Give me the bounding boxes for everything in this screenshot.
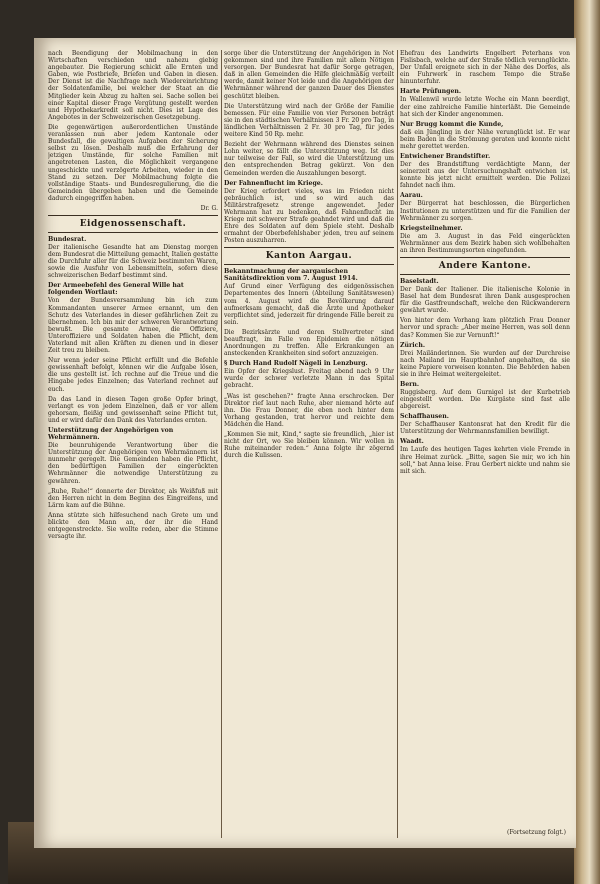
article-text: Auf Grund einer Verfügung des eidgenössischen Departementes des Innern (Abteilung Sanitätswesen) vom 4. August wird die Bevölkerung darauf aufmerksam gemacht, daß die Ärzte und Apotheker verpflichtet sind, jederzeit für dringende Fälle bereit zu sein.: [224, 283, 394, 326]
article-text: Bezieht der Wehrmann während des Dienstes seinen Lohn weiter, so fällt die Unterstützung weg. Ist dies nur teilweise der Fall, so wird die Unterstützung um den entsprechenden Betrag gekürzt. Von den Gemeinden werden die Auszahlungen besorgt.: [224, 141, 394, 177]
article-text: Anna stützte sich hilfesuchend nach Grete um und blickte den Mann an, der ihr die Hand entgegenstreckte. Sie wollte reden, aber die Stimme versagte ihr.: [48, 511, 218, 541]
article-subheading: Kriegsteilnehmer.: [400, 224, 463, 232]
article-text: Drei Mailänderinnen. Sie wurden auf der Durchreise nach Mailand im Hauptbahnhof angehalten, da sie keine Papiere vorweisen konnten. Die Behörden haben sie in ihre Heimat weitergeleitet.: [400, 349, 570, 378]
article-text: Der Krieg erfordert vieles, was im Frieden nicht gebräuchlich ist, und so wird auch das Militärstrafgesetz strenge angewendet. Jeder Wehrmann hat zu bedenken, daß Fahnenflucht im Kriege mit schwerer Strafe geahndet wird und daß die Ehre des Soldaten auf dem Spiele steht. Deshalb ermahnt der Oberbefehlshaber jeden, treu auf seinem Posten auszuharren.: [224, 187, 394, 245]
article-text: Der des Brandstiftung verdächtigte Mann, der seinerzeit aus der Untersuchungshaft entwichen ist, konnte bis jetzt nicht ermittelt werden. Die Polizei fahndet nach ihm.: [400, 161, 570, 190]
article-text: sorge über die Unterstützung der Angehörigen in Not gekommen sind und ihre Familien mit allem Nötigen versorgen. Der Bundesrat hat dafür Sorge getragen, daß in allen Gemeinden die Hilfe gleichmäßig verteilt werde, damit keiner Not leide und die Angehörigen der Wehrmänner während der ganzen Dauer des Dienstes geschützt bleiben.: [224, 50, 394, 100]
article-text: Ehefrau des Landwirts Engelbert Peterhans von Fislisbach, welche auf der Straße tödlich verunglückte. Der Unfall ereignete sich in der Nähe des Dorfes, als ein Fuhrwerk in raschem Tempo die Straße hinunterfuhr.: [400, 50, 570, 86]
article-text: Der Dank der Italiener. Die italienische Kolonie in Basel hat dem Bundesrat ihren Dank ausgesprochen für die Gastfreundschaft, welche den Rückwanderern gewährt wurde.: [400, 285, 570, 315]
article-subheading: Bekanntmachung der aargauischen Sanitätsdirektion vom 7. August 1914.: [224, 268, 358, 283]
article-text: Ruggisberg. Auf dem Gurnigel ist der Kurbetrieb eingestellt worden. Die Kurgäste sind fast alle abgereist.: [400, 389, 570, 411]
article-text: daß ein Jüngling in der Nähe verunglückt ist. Er war beim Baden in die Strömung geraten und konnte nicht mehr gerettet werden.: [400, 128, 570, 150]
article-text: Die am 3. August in das Feld eingerückten Wehrmänner aus dem Bezirk haben sich wohlbehalten an ihren Bestimmungsorten eingefunden.: [400, 232, 570, 254]
article-subheading: Bern.: [400, 381, 420, 388]
article-text: Der Bürgerrat hat beschlossen, die Bürgerlichen Institutionen zu unterstützen und für die Familien der Wehrmänner zu sorgen.: [400, 200, 570, 222]
column-3: [400, 50, 570, 838]
section-rule: [48, 232, 218, 233]
article-text: Nur wenn jeder seine Pflicht erfüllt und die Befehle gewissenhaft befolgt, können wir die Aufgabe lösen, die uns gestellt ist. Ich rechne auf die Treue und die Hingabe jedes Einzelnen; das Vaterland rechnet auf euch.: [48, 357, 218, 393]
section-rule: [400, 274, 570, 275]
section-rule: [224, 264, 394, 265]
article-text: Die beunruhigende Verantwortung über die Unterstützung der Angehörigen von Wehrmännern ist nunmehr geregelt. Die Gemeinden haben die Pflicht, den bedürftigen Familien der eingerückten Wehrmänner die notwendige Unterstützung zu gewähren.: [48, 442, 218, 485]
section-heading: Andere Kantone.: [438, 260, 532, 271]
section-rule: [224, 247, 394, 248]
article-text: Von hinter dem Vorhang kam plötzlich Frau Donner hervor und sprach: „Aber meine Herren, was soll denn das? Kommen Sie zur Vernunft!“: [400, 317, 570, 339]
column-rule: [221, 50, 222, 838]
column-rule: [397, 50, 398, 838]
section-heading: Eidgenossenschaft.: [79, 218, 187, 229]
article-text: Von der Bundesversammlung bin ich zum Kommandanten unserer Armee ernannt, um den Schutz des Vaterlandes in dieser gefährlichen Zeit zu übernehmen. Ich bin mir der schweren Verantwortung bewußt. Die gesamte Armee, die Offiziere, Unteroffiziere und Soldaten haben die Pflicht, dem Vaterland mit allen Kräften zu dienen und in dieser Zeit treu zu bleiben.: [48, 297, 218, 355]
article-text: In Wallenwil wurde letzte Woche ein Mann beerdigt, der eine zahlreiche Familie hinterläßt. Die Gemeinde hat sich der Kinder angenommen.: [400, 96, 570, 118]
section-rule: [400, 257, 570, 258]
article-subheading: Baselstadt.: [400, 277, 439, 285]
column-1: [48, 50, 218, 838]
article-text: nach Beendigung der Mobilmachung in den Wirtschaften verschieden und nahezu giebig angebauter. Die Regierung schickt alle Ernten und Gaben, wie Postbriefe, Briefen und Gaben in diesen. Der Dienst ist die Nachfrage nach Wiedereinrichtung der Soldatenfamilie, bei welcher der Staat an die Mitglieder kein Abzug zu halten sei. Sache sollen bei einer Kapital dieser Frage Vergütung gestellt werden und Hypothekarkredit soll nicht. Dies ist Lage des Angebotes in der Schweizerischen Gesetzgebung.: [48, 50, 218, 121]
article-subheading: Zürich.: [400, 341, 426, 349]
article-text: „Ruhe, Ruhe!“ donnerte der Direktor, als Weißfuß mit den Herren nicht in dem Beginn des Eingreifens, und Lärm kam auf die Bühne.: [48, 487, 218, 509]
article-text: „Kommen Sie mit, Kind,“ sagte sie freundlich, „hier ist nicht der Ort, wo Sie bleiben können. Wir wollen in Ruhe miteinander reden.“ Anna folgte ihr zögernd durch die Kulissen.: [224, 431, 394, 460]
page-edge-right: [574, 0, 600, 884]
article-text: Da das Land in diesen Tagen große Opfer bringt, verlangt es von jedem Einzelnen, daß er vor allem gehorsam, fleißig und gewissenhaft seine Pflicht tut, und er wird dafür den Dank des Vaterlandes ernten.: [48, 395, 218, 424]
article-text: Die Bezirksärzte und deren Stellvertreter sind beauftragt, im Falle von Epidemien die nötigen Anordnungen zu treffen. Alle Erkrankungen an ansteckenden Krankheiten sind sofort anzuzeigen.: [224, 328, 394, 358]
article-subheading: Der Armeebefehl des General Wille hat folgenden Wortlaut:: [48, 282, 184, 297]
article-subheading: Aarau.: [400, 192, 423, 200]
section-heading: Kanton Aargau.: [265, 251, 353, 262]
article-signature: Dr. G.: [200, 204, 218, 212]
article-text: Der italienische Gesandte hat am Dienstag morgen dem Bundesrat die Mitteilung gemacht, Italien gestatte die Durchfuhr aller für die Schweiz bestimmten Waren, sowie die Ausfuhr von Lebensmitteln, sofern diese schweizerischen Bedarf bestimmt sind.: [48, 243, 218, 280]
article-subheading: Der Fahnenflucht im Kriege.: [224, 179, 323, 187]
article-subheading: Unterstützung der Angehörigen von Wehrmännern.: [48, 427, 174, 442]
continuation-note: (Fortsetzung folgt.): [507, 829, 566, 836]
article-text: Die gegenwärtigen außerordentlichen Umstände veranlassen nun aber jedem Kantonale oder Bundesfall, die gewaltigen Aufgaben der Sicherung selbst zu lösen. Deshalb muß die Erfahrung der jetzigen Umstände, für solche Familien mit angetretenen Lasten, die Möglichkeit vergangene ungeschickte und verzögerte Arbeiten, wieder in den Stand zu setzen. Der Mobilmachung folgte die vollständige Staats- und Bundesregulierung, die die Gemeinden übergeben haben und die Gemeinde dadurch eingegriffen haben.: [48, 123, 218, 202]
columns: [48, 50, 568, 838]
article-subheading: Entwichener Brandstifter.: [400, 153, 491, 161]
article-text: „Was ist geschehen?“ fragte Anna erschrocken. Der Direktor rief laut nach Ruhe, aber niemand hörte auf ihn. Die Frau Donner, die eben noch hinter dem Vorhang gestanden, trat hervor und reichte dem Mädchen die Hand.: [224, 392, 394, 428]
article-subheading: Nur Brugg kommt die Kunde,: [400, 120, 504, 128]
article-text: Im Laufe des heutigen Tages kehrten viele Fremde in ihre Heimat zurück. „Bitte, sagen Sie mir, wo ich hin soll,“ bat Anna leise. Frau Gerbert nickte und nahm sie mit sich.: [400, 446, 570, 475]
article-text: Der Schaffhauser Kantonsrat hat den Kredit für die Unterstützung der Wehrmannsfamilien bewilligt.: [400, 421, 570, 436]
newspaper-page: [34, 38, 576, 848]
article-subheading: § Durch Hand Rudolf Nägeli in Lenzburg.: [224, 360, 368, 368]
section-rule: [48, 215, 218, 216]
article-subheading: Bundesrat.: [48, 235, 87, 243]
article-subheading: Harte Prüfungen.: [400, 88, 462, 96]
article-text: Ein Opfer der Kriegslust. Freitag abend nach 9 Uhr wurde der schwer verletzte Mann in das Spital gebracht.: [224, 368, 394, 390]
column-2: [224, 50, 394, 838]
article-text: Die Unterstützung wird nach der Größe der Familie bemessen. Für eine Familie von vier Personen beträgt sie in den städtischen Verhältnissen 3 Fr. 20 pro Tag, in ländlichen Verhältnissen 2 Fr. 30 pro Tag, für jedes weitere Kind 50 Rp. mehr.: [224, 102, 394, 139]
article-subheading: Schaffhausen.: [400, 413, 449, 421]
article-subheading: Waadt.: [400, 438, 424, 446]
